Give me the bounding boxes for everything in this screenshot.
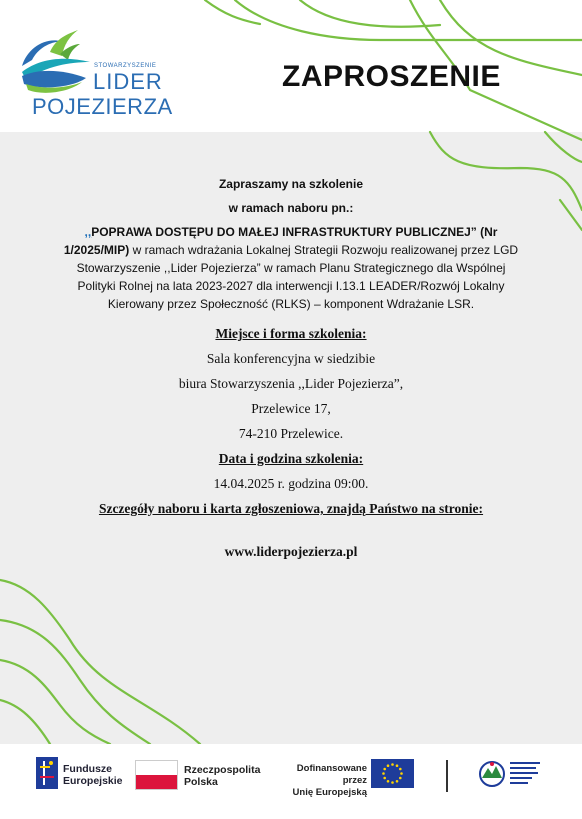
program-description bbox=[58, 223, 524, 313]
opening-quote: ,, bbox=[84, 225, 92, 239]
fundusze-europejskie-icon bbox=[36, 757, 58, 789]
eu-flag-icon bbox=[371, 759, 414, 788]
place-line-1: Sala konferencyjna w siedzibie bbox=[206, 351, 376, 366]
intro-line-2: w ramach naboru pn.: bbox=[228, 201, 354, 215]
eu-line-1: Dofinansowane przez bbox=[296, 763, 367, 786]
invitation-content bbox=[58, 175, 524, 564]
rp-line-1: Rzeczpospolita bbox=[184, 764, 261, 776]
date-value: 14.04.2025 r. godzina 09:00. bbox=[213, 476, 369, 491]
fe-line-2: Europejskie bbox=[63, 775, 123, 787]
rp-line-2: Polska bbox=[184, 776, 218, 788]
place-line-4: 74-210 Przelewice. bbox=[238, 426, 344, 441]
poland-flag-icon bbox=[135, 760, 178, 790]
footer-divider bbox=[446, 760, 448, 792]
logo-subtitle: STOWARZYSZENIE bbox=[94, 63, 157, 69]
page-title: ZAPROSZENIE bbox=[282, 60, 501, 93]
place-line-3: Przelewice 17, bbox=[251, 401, 331, 416]
program-details: w ramach wdrażania Lokalnej Strategii Rozwoju realizowanej przez LGD Stowarzyszenie ,,Lider Pojezierza” w ramach Planu Strategicznego dla Wspólnej Polityki Rolnej na lata 2023-2027 dla interwencji I.13.1 LEADER/Rozwój Lokalny Kierowany przez Społeczność (RLKS) – komponent Wdrażanie LSR. bbox=[76, 243, 519, 311]
date-heading: Data i godzina szkolenia: bbox=[218, 451, 364, 466]
eu-funding-label bbox=[281, 763, 367, 799]
place-heading: Miejsce i forma szkolenia: bbox=[215, 326, 367, 341]
logo-line-pojezierza: POJEZIERZA bbox=[32, 94, 173, 119]
website-link[interactable]: www.liderpojezierza.pl bbox=[224, 544, 358, 559]
place-line-2: biura Stowarzyszenia ,,Lider Pojezierza”, bbox=[178, 376, 404, 391]
eu-line-2: Unię Europejską bbox=[292, 787, 367, 798]
program-name: POPRAWA DOSTĘPU DO MAŁEJ INFRASTRUKTURY PUBLICZNEJ” (Nr 1/2025/MIP) bbox=[63, 225, 498, 257]
program-emblem-icon bbox=[476, 754, 546, 794]
details-note: Szczegóły naboru i karta zgłoszeniowa, znajdą Państwo na stronie: bbox=[98, 501, 484, 516]
logo-line-lider: LIDER bbox=[93, 69, 163, 94]
fe-line-1: Fundusze bbox=[63, 763, 112, 775]
intro-line-1: Zapraszamy na szkolenie bbox=[218, 177, 364, 191]
fundusze-europejskie-label bbox=[63, 763, 123, 787]
rzeczpospolita-label bbox=[184, 764, 260, 788]
